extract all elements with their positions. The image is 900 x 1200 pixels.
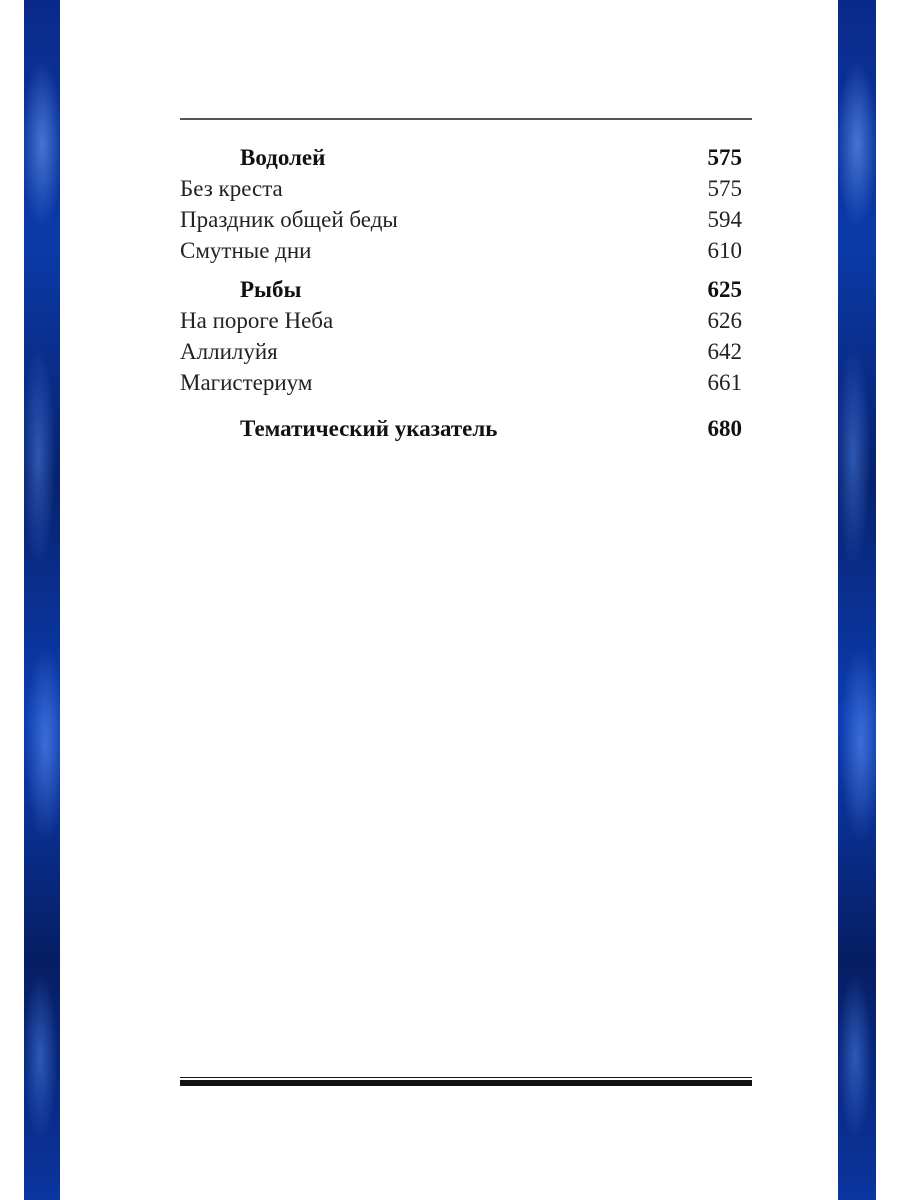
spacer (180, 398, 742, 413)
toc-section-title: Рыбы (240, 277, 302, 302)
top-rule (180, 118, 752, 120)
toc-section-aquarius (180, 142, 742, 173)
table-of-contents (180, 142, 742, 444)
toc-section-page: 680 (707, 416, 742, 441)
toc-entry (180, 235, 742, 266)
toc-entry-title: Праздник общей беды (180, 207, 398, 232)
decorative-blue-border-left (24, 0, 60, 1200)
toc-entry (180, 173, 742, 204)
toc-section-title: Тематический указатель (240, 416, 498, 441)
toc-entry-page: 626 (707, 308, 742, 333)
toc-entry-title: Без креста (180, 176, 283, 201)
toc-entry-title: Магистериум (180, 370, 313, 395)
toc-entry-title: На пороге Неба (180, 308, 334, 333)
bottom-rule-thin (180, 1077, 752, 1078)
decorative-blue-border-right (838, 0, 876, 1200)
toc-section-page: 575 (707, 145, 742, 170)
toc-entry-page: 594 (707, 207, 742, 232)
toc-section-title: Водолей (240, 145, 326, 170)
page-margin-left (0, 0, 24, 1200)
page-margin-right (876, 0, 900, 1200)
toc-entry-title: Смутные дни (180, 238, 312, 263)
bottom-rule-thick (180, 1080, 752, 1086)
toc-entry (180, 204, 742, 235)
toc-entry (180, 367, 742, 398)
book-page (60, 0, 838, 1200)
toc-entry (180, 305, 742, 336)
toc-entry-page: 661 (707, 370, 742, 395)
toc-entry (180, 336, 742, 367)
toc-entry-title: Аллилуйя (180, 339, 278, 364)
toc-section-pisces (180, 274, 742, 305)
toc-entry-page: 642 (707, 339, 742, 364)
toc-entry-page: 610 (707, 238, 742, 263)
toc-entry-page: 575 (707, 176, 742, 201)
toc-section-thematic-index (180, 413, 742, 444)
spacer (180, 266, 742, 274)
toc-section-page: 625 (707, 277, 742, 302)
